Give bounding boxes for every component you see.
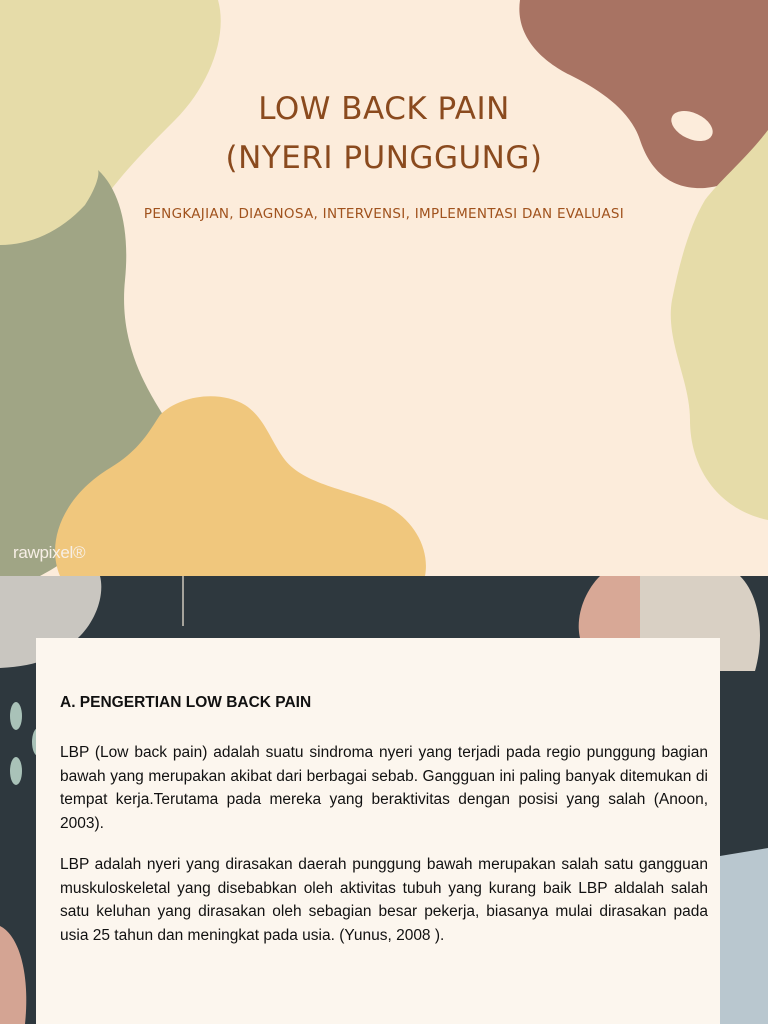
thin-vertical-line (182, 576, 184, 626)
slide-title-line1: LOW BACK PAIN (258, 91, 510, 127)
pink-texture-bottom-left (0, 926, 26, 1024)
blue-paper-right (720, 848, 768, 1024)
slide-title-line2: (NYERI PUNGGUNG) (225, 140, 543, 176)
rawpixel-watermark: rawpixel® (13, 543, 86, 562)
cream-blob-right (671, 130, 768, 520)
teal-dot (10, 702, 22, 730)
slide-subtitle: PENGKAJIAN, DIAGNOSA, INTERVENSI, IMPLEMENTASI DAN EVALUASI (143, 206, 625, 222)
paragraph-definition-1: LBP (Low back pain) adalah suatu sindroma nyeri yang terjadi pada regio punggung bagian bawah yang merupakan akibat dari berbagai sebab. Gangguan ini paling banyak ditemukan di tempat kerja.Terutama pada mereka yang beraktivitas dengan posisi yang salah (Anoon, 2003). (60, 744, 708, 832)
teal-dot (10, 757, 22, 785)
content-slide (0, 576, 768, 1024)
section-heading: A. PENGERTIAN LOW BACK PAIN (60, 694, 312, 711)
paragraph-definition-2: LBP adalah nyeri yang dirasakan daerah punggung bawah merupakan salah satu gangguan muskuloskeletal yang disebabkan oleh aktivitas tubuh yang kurang baik LBP aldalah salah satu keluhan yang dirasakan oleh sebagian besar pekerja, biasanya mulai dirasakan pada usia 25 tahun dan meningkat pada usia. (Yunus, 2008 ). (60, 856, 708, 944)
